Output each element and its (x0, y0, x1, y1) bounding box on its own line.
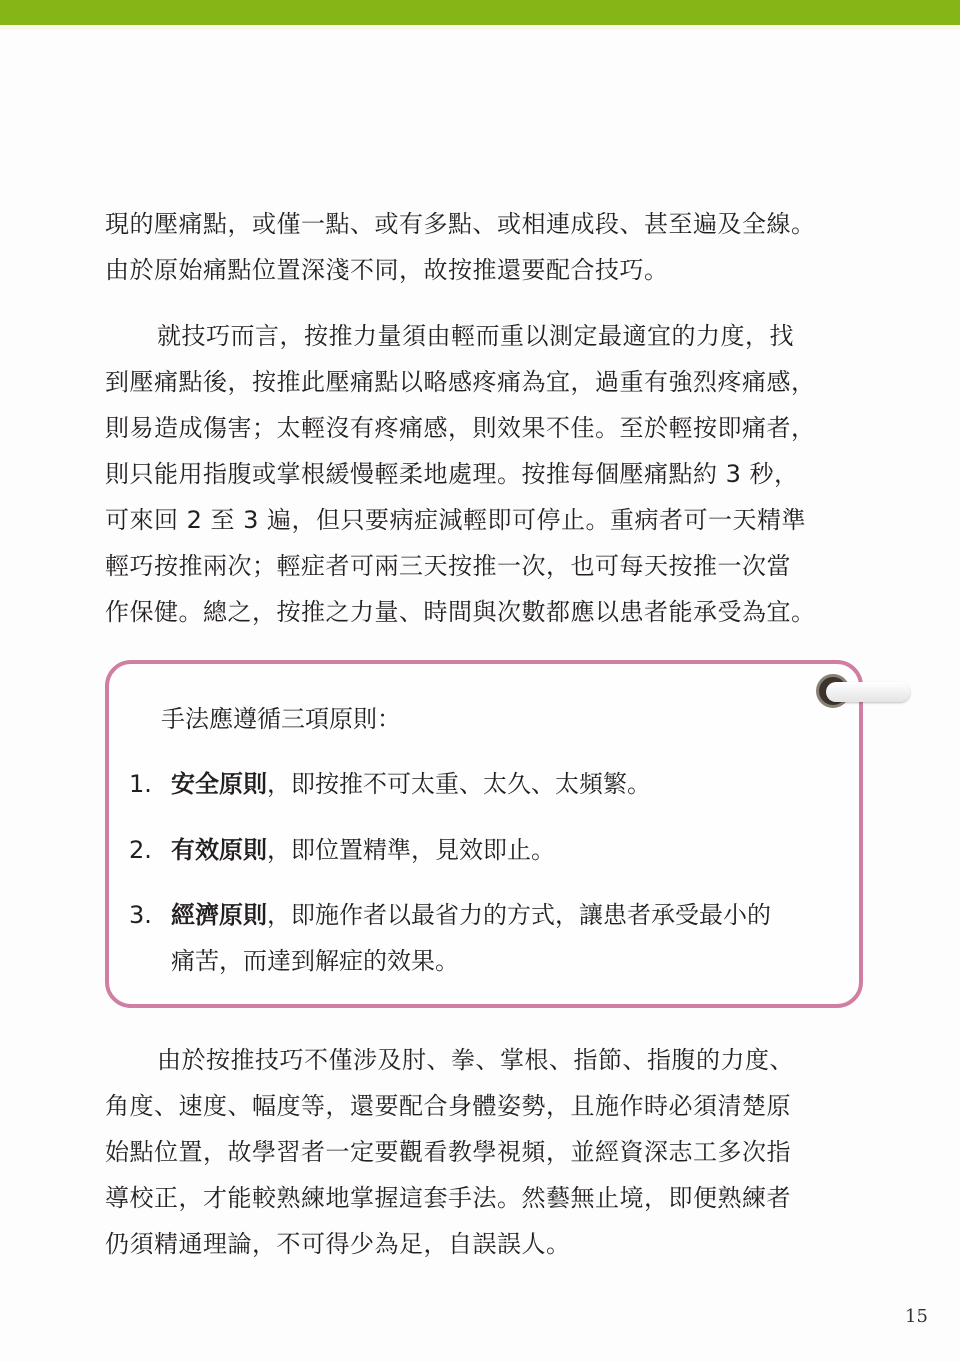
item-text: ，即位置精準，見效即止。 (267, 836, 555, 864)
header-color-bar (0, 0, 960, 25)
item-number: 1. (129, 770, 152, 798)
text-line: 則只能用指腹或掌根緩慢輕柔地處理。按推每個壓痛點約 3 秒， (105, 460, 799, 488)
header-bar-shadow (0, 25, 960, 30)
hook-icon (816, 672, 912, 714)
text-line: 就技巧而言，按推力量須由輕而重以測定最適宜的力度，找 (157, 322, 794, 350)
text-line: 輕巧按推兩次；輕症者可兩三天按推一次，也可每天按推一次當 (105, 552, 791, 580)
text-line: 仍須精通理論，不可得少為足，自誤誤人。 (105, 1230, 571, 1258)
text-line: 作保健。總之，按推之力量、時間與次數都應以患者能承受為宜。 (105, 598, 816, 626)
paragraph-2 (105, 313, 865, 635)
page-number: 15 (905, 1306, 928, 1327)
principle-item (129, 892, 771, 984)
text-line: 由於原始痛點位置深淺不同，故按推還要配合技巧。 (105, 256, 669, 284)
item-text: ，即施作者以最省力的方式，讓患者承受最小的 (267, 901, 771, 929)
note-title: 手法應遵循三項原則： (161, 705, 401, 733)
text-line: 始點位置，故學習者一定要觀看教學視頻，並經資深志工多次指 (105, 1138, 791, 1166)
paragraph-3 (105, 1037, 865, 1267)
item-number: 3. (129, 901, 152, 929)
text-line: 則易造成傷害；太輕沒有疼痛感，則效果不佳。至於輕按即痛者， (105, 414, 816, 442)
text-line: 可來回 2 至 3 遍，但只要病症減輕即可停止。重病者可一天精準 (105, 506, 807, 534)
text-line: 現的壓痛點，或僅一點、或有多點、或相連成段、甚至遍及全線。 (105, 210, 816, 238)
item-text: ，即按推不可太重、太久、太頻繁。 (267, 770, 651, 798)
text-line: 導校正，才能較熟練地掌握這套手法。然藝無止境，即便熟練者 (105, 1184, 791, 1212)
principle-item (129, 827, 555, 873)
principles-note-box (105, 660, 863, 1008)
item-heading: 安全原則 (171, 770, 267, 798)
paragraph-1 (105, 201, 865, 293)
item-continuation: 痛苦，而達到解症的效果。 (171, 947, 459, 975)
text-line: 角度、速度、幅度等，還要配合身體姿勢，且施作時必須清楚原 (105, 1092, 791, 1120)
text-line: 由於按推技巧不僅涉及肘、拳、掌根、指節、指腹的力度、 (157, 1046, 794, 1074)
item-number: 2. (129, 836, 152, 864)
item-heading: 有效原則 (171, 836, 267, 864)
hook-arm (826, 682, 910, 702)
item-heading: 經濟原則 (171, 901, 267, 929)
principle-item (129, 761, 651, 807)
text-line: 到壓痛點後，按推此壓痛點以略感疼痛為宜，過重有強烈疼痛感， (105, 368, 816, 396)
